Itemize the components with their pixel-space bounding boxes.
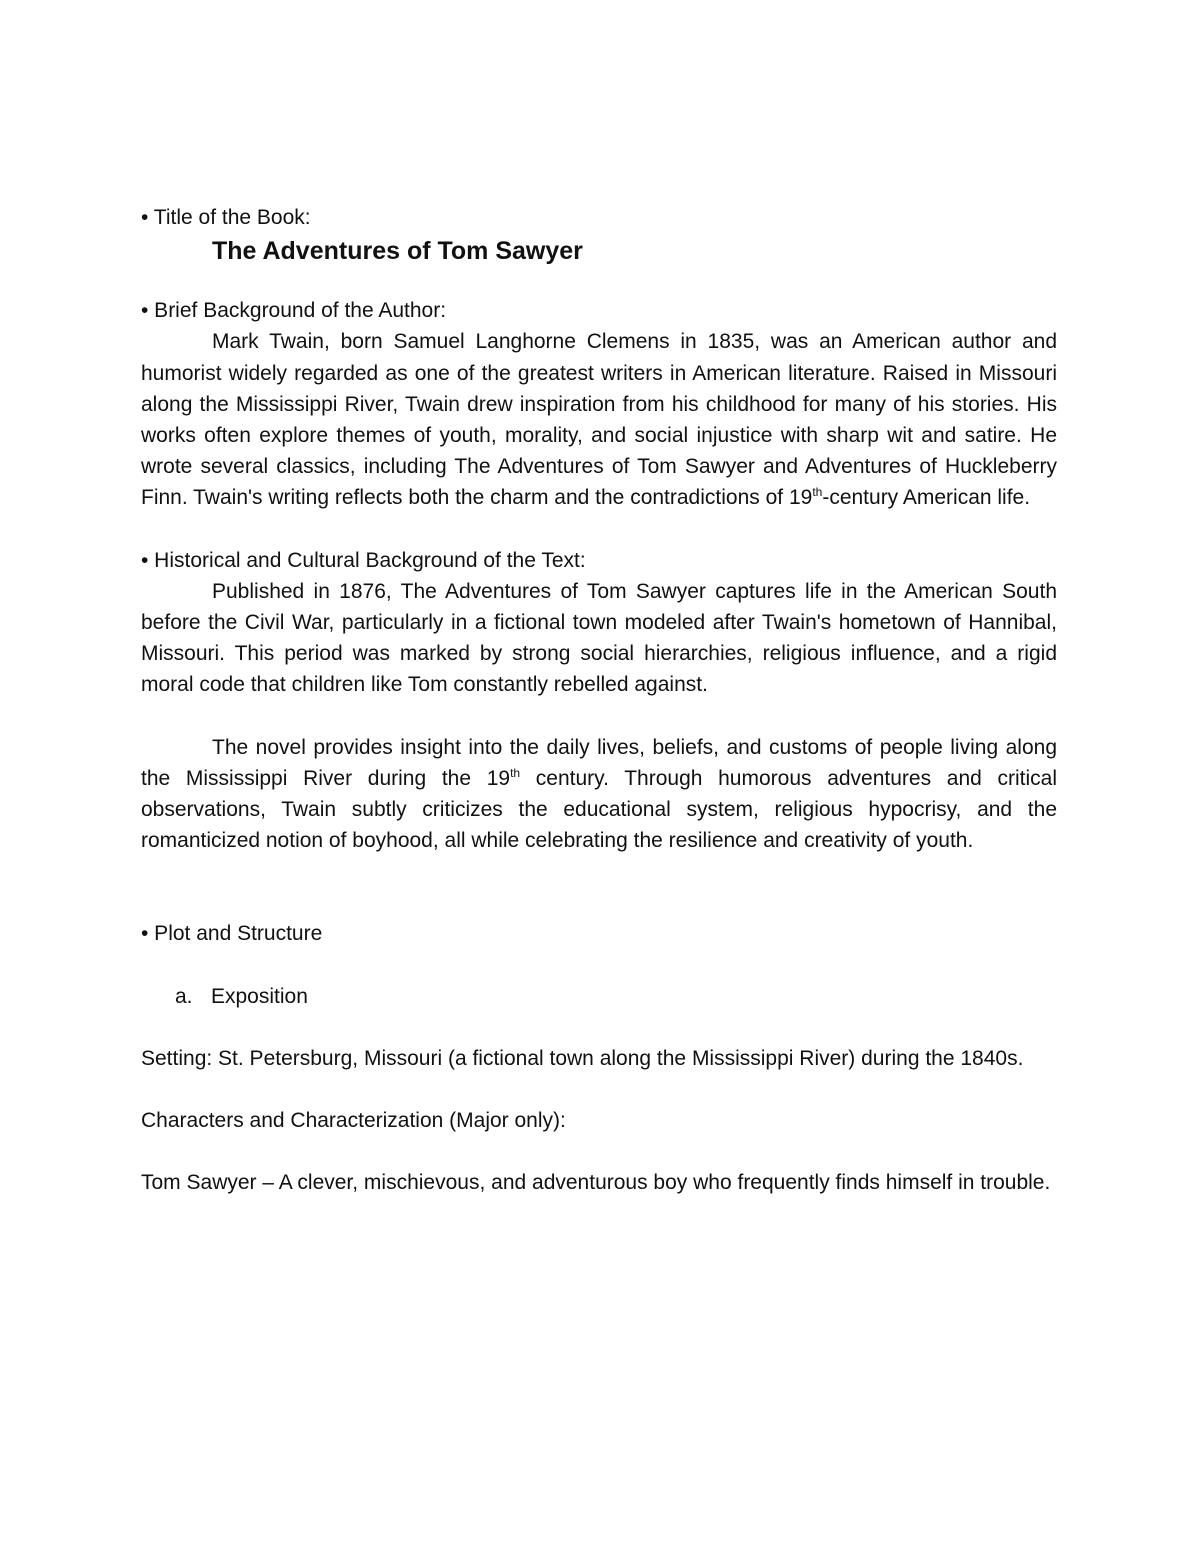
author-heading: • Brief Background of the Author: [141,299,447,323]
author-text-part2: -century American life. [822,486,1031,510]
plot-heading: • Plot and Structure [141,922,323,946]
author-paragraph [141,326,1057,513]
tom-sawyer-paragraph: Tom Sawyer – A clever, mischievous, and adventurous boy who frequently finds himself in trouble. [141,1171,1051,1195]
historical-text-part1: The novel provides insight into the daily lives, beliefs, and customs of people living along the Mississippi River during the 19 [141,735,1057,790]
title-heading: • Title of the Book: [141,206,311,229]
book-title: The Adventures of Tom Sawyer [212,237,583,266]
historical-paragraph-2 [141,732,1057,857]
setting-paragraph: Setting: St. Petersburg, Missouri (a fictional town along the Mississippi River) during the 1840s. [141,1046,1024,1070]
author-text-part1: Mark Twain, born Samuel Langhorne Clemens in 1835, was an American author and humorist widely regarded as one of the greatest writers in American literature. Raised in Missouri along the Mississippi River, Twain drew inspiration from his childhood for many of his stories. His works often explore themes of youth, morality, and social injustice with sharp wit and satire. He wrote several classics, including The Adventures of Tom Sawyer and Adventures of Huckleberry Finn. Twain's writing reflects both the charm and the contradictions of 19 [141,330,1057,510]
historical-text-part2: century. Through humorous adventures and critical observations, Twain subtly criticizes the educational system, religious hypocrisy, and the romanticized notion of boyhood, all while celebrating the resilience and creativity of youth. [141,766,1058,853]
historical-superscript: th [510,765,521,780]
historical-paragraph-1: Published in 1876, The Adventures of Tom Sawyer captures life in the American South before the Civil War, particularly in a fictional town modeled after Twain's hometown of Hannibal, Missouri. This period was marked by strong social hierarchies, religious influence, and a rigid moral code that children like Tom constantly rebelled against. [141,579,1057,697]
characters-heading: Characters and Characterization (Major only): [141,1109,566,1133]
document-page [141,202,1057,1198]
list-label: Exposition [211,984,308,1008]
exposition-list-item [175,981,1057,1012]
historical-heading: • Historical and Cultural Background of the Text: [141,548,586,572]
author-superscript: th [812,485,823,500]
list-marker: a. [175,984,193,1008]
